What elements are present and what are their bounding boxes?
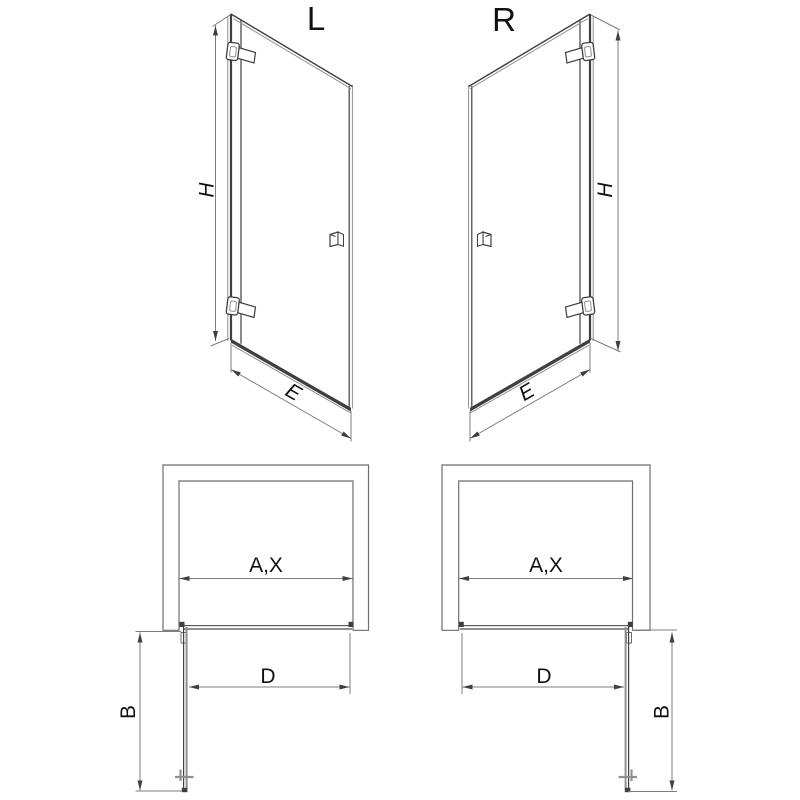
right-plan-depth-label: B xyxy=(650,704,674,720)
right-plan-depth-dimension xyxy=(628,630,677,792)
left-door-variant-label: L xyxy=(306,0,326,37)
left-plan-opening-dimension xyxy=(180,554,353,579)
right-plan-open-door xyxy=(619,627,638,792)
left-plan-hinge-block xyxy=(180,622,185,627)
right-door-handle-icon xyxy=(478,232,492,247)
right-elevation-figure xyxy=(469,1,621,442)
right-plan-opening-label: A,X xyxy=(529,554,563,577)
right-plan-hinge-block xyxy=(628,622,633,627)
right-plan-wall-block xyxy=(459,622,464,627)
right-plan-door-width-label: D xyxy=(536,665,552,688)
left-plan-depth-label: B xyxy=(117,704,140,720)
right-plan-door-width-dimension xyxy=(462,633,624,694)
left-plan-closed-door xyxy=(180,622,354,629)
left-plan-opening-label: A,X xyxy=(249,554,283,577)
right-door-height-dimension xyxy=(591,15,621,352)
right-door-height-label: H xyxy=(594,182,617,198)
right-plan-handle-icon xyxy=(619,770,638,782)
right-door-width-dimension xyxy=(470,343,590,442)
left-door-width-label: E xyxy=(281,378,306,406)
left-door-height-label: H xyxy=(195,182,219,198)
left-plan-handle-icon xyxy=(175,770,194,782)
right-door-width-label: E xyxy=(514,378,539,406)
right-plan-opening-dimension xyxy=(459,554,633,579)
left-plan-view xyxy=(117,465,369,792)
left-plan-depth-dimension xyxy=(117,632,182,792)
left-plan-open-door xyxy=(175,627,194,792)
right-door-variant-label: R xyxy=(492,1,516,38)
left-door-width-dimension xyxy=(231,343,351,442)
left-plan-door-width-label: D xyxy=(260,665,276,688)
right-plan-walls xyxy=(442,465,650,630)
left-door-height-dimension xyxy=(196,15,231,346)
left-door-handle-icon xyxy=(330,232,344,247)
left-elevation-figure xyxy=(196,0,353,442)
left-door-panel xyxy=(226,14,352,413)
left-plan-walls xyxy=(163,465,369,630)
right-plan-closed-door xyxy=(459,622,633,629)
left-plan-wall-block xyxy=(349,622,354,627)
right-plan-view xyxy=(442,465,677,792)
left-plan-door-width-dimension xyxy=(189,633,350,694)
right-door-panel xyxy=(469,14,595,413)
